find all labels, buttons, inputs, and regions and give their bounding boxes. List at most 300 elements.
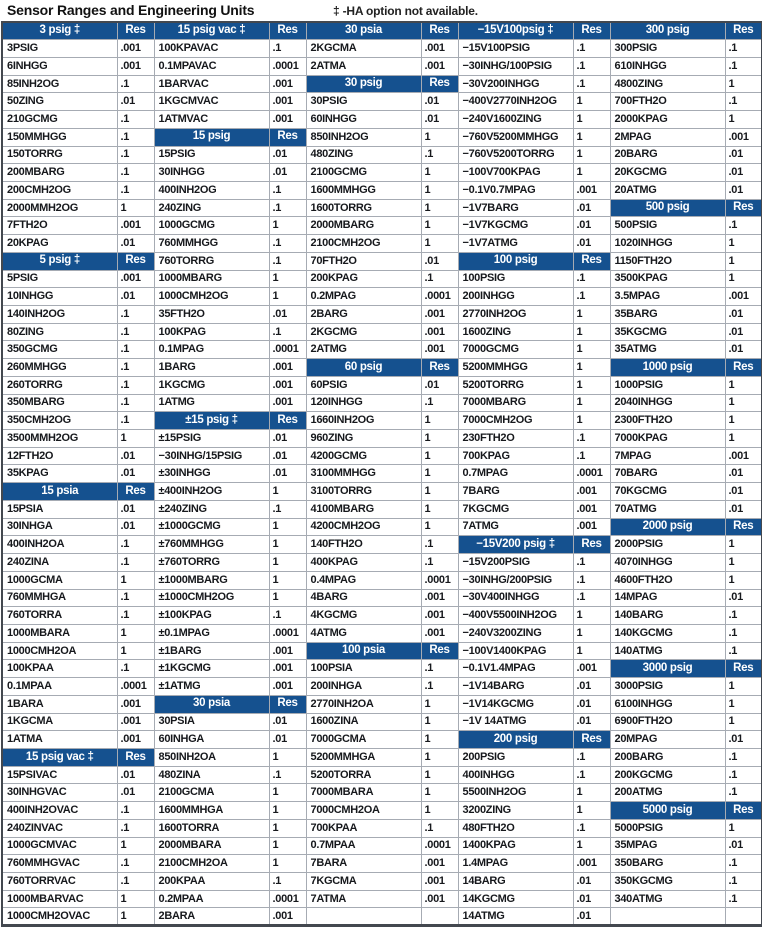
range-cell: 1400KPAG	[458, 837, 573, 855]
range-cell: 7000GCMG	[458, 341, 573, 359]
range-cell: 0.2MPAA	[154, 890, 269, 908]
range-cell: 200MBARG	[2, 164, 117, 182]
res-cell: .1	[117, 819, 154, 837]
range-cell: 5000PSIG	[610, 819, 725, 837]
res-cell: 1	[725, 695, 762, 713]
res-cell: .001	[421, 855, 458, 873]
res-cell: .01	[573, 695, 610, 713]
section-header-cell: 15 psig vac ‡	[2, 748, 117, 766]
range-cell: 1KGCMG	[154, 376, 269, 394]
section-header-cell: 3 psig ‡	[2, 22, 117, 40]
res-cell: .1	[117, 554, 154, 572]
res-cell: .1	[117, 306, 154, 324]
ha-option-note: ‡ -HA option not available.	[333, 4, 478, 18]
section-res-header-cell: Res	[421, 359, 458, 377]
range-cell: 1ATMG	[154, 394, 269, 412]
res-cell: 1	[573, 376, 610, 394]
range-cell: 30PSIA	[154, 713, 269, 731]
res-cell: 1	[725, 819, 762, 837]
res-cell: 1	[269, 855, 306, 873]
res-cell: .001	[269, 75, 306, 93]
res-cell: .0001	[421, 288, 458, 306]
res-cell: .1	[421, 146, 458, 164]
range-cell: 70KGCMG	[610, 483, 725, 501]
range-cell: 140BARG	[610, 607, 725, 625]
range-cell: 150TORRG	[2, 146, 117, 164]
range-cell: 6900FTH2O	[610, 713, 725, 731]
range-cell: ±100KPAG	[154, 607, 269, 625]
res-cell: 1	[421, 500, 458, 518]
res-cell: .1	[117, 376, 154, 394]
res-cell: .01	[269, 164, 306, 182]
table-row	[2, 731, 762, 749]
res-cell: .0001	[421, 571, 458, 589]
range-cell: −240V3200ZING	[458, 624, 573, 642]
range-cell: 760MMHGA	[2, 589, 117, 607]
res-cell: .001	[117, 270, 154, 288]
res-cell: 1	[725, 235, 762, 253]
range-cell: 30INHGA	[2, 518, 117, 536]
table-row	[2, 554, 762, 572]
section-res-header-cell: Res	[421, 75, 458, 93]
res-cell: .001	[421, 40, 458, 58]
res-cell: 1	[117, 624, 154, 642]
range-cell: 2BARG	[306, 306, 421, 324]
res-cell: .01	[269, 731, 306, 749]
res-cell: .0001	[573, 465, 610, 483]
res-cell: .01	[117, 766, 154, 784]
range-cell: −240V1600ZING	[458, 111, 573, 129]
range-cell: 1000CMH2OA	[2, 642, 117, 660]
table-row	[2, 270, 762, 288]
res-cell: .01	[117, 500, 154, 518]
res-cell: 1	[421, 217, 458, 235]
range-cell: 0.1MPAVAC	[154, 57, 269, 75]
range-cell: 20KGCMG	[610, 164, 725, 182]
range-cell: 610INHGG	[610, 57, 725, 75]
empty-cell	[421, 908, 458, 926]
range-cell: −1V14BARG	[458, 678, 573, 696]
res-cell: 1	[269, 819, 306, 837]
range-cell: 0.7MPAA	[306, 837, 421, 855]
res-cell: .1	[573, 270, 610, 288]
res-cell: .1	[573, 75, 610, 93]
range-cell: 0.7MPAG	[458, 465, 573, 483]
res-cell: 1	[573, 642, 610, 660]
table-row	[2, 341, 762, 359]
res-cell: .0001	[117, 678, 154, 696]
range-cell: 4070INHGG	[610, 554, 725, 572]
table-row	[2, 430, 762, 448]
range-cell: 2000KPAG	[610, 111, 725, 129]
range-cell: 350CMH2OG	[2, 412, 117, 430]
section-res-header-cell: Res	[421, 642, 458, 660]
range-cell: ±1BARG	[154, 642, 269, 660]
section-header-cell: 30 psia	[306, 22, 421, 40]
res-cell: .001	[421, 57, 458, 75]
range-cell: 14ATMG	[458, 908, 573, 926]
res-cell: .01	[573, 235, 610, 253]
range-cell: 1BARA	[2, 695, 117, 713]
res-cell: .1	[117, 536, 154, 554]
res-cell: 1	[573, 146, 610, 164]
range-cell: −1V7ATMG	[458, 235, 573, 253]
range-cell: 2000MBARG	[306, 217, 421, 235]
res-cell: 1	[573, 341, 610, 359]
res-cell: 1	[269, 802, 306, 820]
range-cell: 1600TORRG	[306, 199, 421, 217]
range-cell: 200CMH2OG	[2, 181, 117, 199]
res-cell: .001	[269, 642, 306, 660]
range-cell: −0.1V1.4MPAG	[458, 660, 573, 678]
res-cell: .001	[269, 111, 306, 129]
res-cell: 1	[725, 270, 762, 288]
res-cell: .1	[573, 766, 610, 784]
range-cell: 2000MMH2OG	[2, 199, 117, 217]
res-cell: .01	[269, 465, 306, 483]
res-cell: .1	[725, 784, 762, 802]
range-cell: 760TORRVAC	[2, 873, 117, 891]
table-row	[2, 802, 762, 820]
res-cell: .001	[269, 376, 306, 394]
res-cell: 1	[573, 306, 610, 324]
res-cell: 1	[269, 217, 306, 235]
table-row	[2, 873, 762, 891]
res-cell: 1	[269, 748, 306, 766]
range-cell: 15PSIVAC	[2, 766, 117, 784]
table-row	[2, 306, 762, 324]
range-cell: 2000MBARA	[154, 837, 269, 855]
section-res-header-cell: Res	[269, 412, 306, 430]
table-row	[2, 678, 762, 696]
table-row	[2, 93, 762, 111]
res-cell: 1	[573, 837, 610, 855]
res-cell: 1	[269, 288, 306, 306]
section-header-cell: 200 psig	[458, 731, 573, 749]
res-cell: 1	[117, 199, 154, 217]
range-cell: 60INHGG	[306, 111, 421, 129]
res-cell: .1	[117, 589, 154, 607]
range-cell: 6100INHGG	[610, 695, 725, 713]
table-row	[2, 536, 762, 554]
range-cell: 2300FTH2O	[610, 412, 725, 430]
section-header-cell: −15V100psig ‡	[458, 22, 573, 40]
res-cell: .1	[725, 40, 762, 58]
range-cell: 30PSIG	[306, 93, 421, 111]
range-cell: 350BARG	[610, 855, 725, 873]
res-cell: 1	[117, 890, 154, 908]
res-cell: .001	[421, 323, 458, 341]
range-cell: 2KGCMG	[306, 323, 421, 341]
res-cell: .001	[421, 890, 458, 908]
range-cell: 3500KPAG	[610, 270, 725, 288]
table-row	[2, 766, 762, 784]
res-cell: .001	[117, 40, 154, 58]
range-cell: 1.4MPAG	[458, 855, 573, 873]
table-row	[2, 199, 762, 217]
res-cell: .1	[725, 642, 762, 660]
section-header-cell: 30 psig	[306, 75, 421, 93]
res-cell: .1	[725, 607, 762, 625]
range-cell: 260TORRG	[2, 376, 117, 394]
res-cell: .01	[269, 447, 306, 465]
res-cell: 1	[117, 430, 154, 448]
range-cell: 1600TORRA	[154, 819, 269, 837]
range-cell: ±240ZING	[154, 500, 269, 518]
range-cell: 760TORRG	[154, 252, 269, 270]
res-cell: .1	[421, 394, 458, 412]
range-cell: 850INH2OA	[154, 748, 269, 766]
range-cell: 1000MBARG	[154, 270, 269, 288]
range-cell: 20BARG	[610, 146, 725, 164]
range-cell: 340ATMG	[610, 890, 725, 908]
range-cell: 5200TORRA	[306, 766, 421, 784]
res-cell: .01	[269, 430, 306, 448]
range-cell: 7BARA	[306, 855, 421, 873]
range-cell: 4200CMH2OG	[306, 518, 421, 536]
range-cell: 7000GCMA	[306, 731, 421, 749]
table-row	[2, 394, 762, 412]
range-cell: 4100MBARG	[306, 500, 421, 518]
table-row	[2, 819, 762, 837]
range-cell: 1020INHGG	[610, 235, 725, 253]
res-cell: 1	[269, 837, 306, 855]
range-cell: −30V400INHGG	[458, 589, 573, 607]
res-cell: .01	[725, 306, 762, 324]
section-res-header-cell: Res	[725, 802, 762, 820]
section-res-header-cell: Res	[725, 199, 762, 217]
res-cell: .1	[117, 128, 154, 146]
range-cell: 150MMHGG	[2, 128, 117, 146]
res-cell: .001	[421, 306, 458, 324]
table-row	[2, 75, 762, 93]
res-cell: .1	[573, 447, 610, 465]
res-cell: 1	[725, 252, 762, 270]
range-cell: 1000GCMG	[154, 217, 269, 235]
range-cell: 6INHGG	[2, 57, 117, 75]
section-res-header-cell: Res	[725, 518, 762, 536]
table-row	[2, 22, 762, 40]
range-cell: 35BARG	[610, 306, 725, 324]
res-cell: 1	[573, 93, 610, 111]
range-cell: 7000KPAG	[610, 430, 725, 448]
table-row	[2, 288, 762, 306]
res-cell: .001	[117, 695, 154, 713]
res-cell: .01	[117, 465, 154, 483]
range-cell: 0.1MPAA	[2, 678, 117, 696]
section-header-cell: 2000 psig	[610, 518, 725, 536]
res-cell: .001	[421, 624, 458, 642]
empty-cell	[306, 908, 421, 926]
res-cell: .01	[573, 890, 610, 908]
res-cell: .1	[421, 660, 458, 678]
res-cell: 1	[421, 235, 458, 253]
range-cell: −1V14KGCMG	[458, 695, 573, 713]
section-header-cell: 5 psig ‡	[2, 252, 117, 270]
res-cell: .1	[573, 57, 610, 75]
res-cell: .1	[573, 430, 610, 448]
res-cell: 1	[421, 412, 458, 430]
range-cell: 200KPAG	[306, 270, 421, 288]
range-cell: ±760TORRG	[154, 554, 269, 572]
range-cell: 3PSIG	[2, 40, 117, 58]
res-cell: 1	[421, 181, 458, 199]
range-cell: 2KGCMA	[306, 40, 421, 58]
res-cell: .1	[117, 181, 154, 199]
res-cell: .01	[573, 678, 610, 696]
res-cell: 1	[117, 908, 154, 926]
section-res-header-cell: Res	[725, 359, 762, 377]
res-cell: .001	[269, 678, 306, 696]
res-cell: 1	[421, 518, 458, 536]
res-cell: .001	[269, 93, 306, 111]
res-cell: .1	[117, 323, 154, 341]
range-cell: −30V200INHGG	[458, 75, 573, 93]
table-row	[2, 128, 762, 146]
range-cell: 200INHGA	[306, 678, 421, 696]
range-cell: 7KGCMG	[458, 500, 573, 518]
table-row	[2, 748, 762, 766]
table-row	[2, 146, 762, 164]
res-cell: 1	[421, 128, 458, 146]
res-cell: .1	[725, 873, 762, 891]
table-row	[2, 642, 762, 660]
table-row	[2, 784, 762, 802]
range-cell: 1150FTH2O	[610, 252, 725, 270]
res-cell: 1	[573, 624, 610, 642]
res-cell: 1	[573, 607, 610, 625]
res-cell: .01	[573, 199, 610, 217]
range-cell: 760TORRA	[2, 607, 117, 625]
range-cell: 2040INHGG	[610, 394, 725, 412]
res-cell: .01	[725, 500, 762, 518]
res-cell: .1	[117, 855, 154, 873]
section-header-cell: 300 psig	[610, 22, 725, 40]
range-cell: ±1KGCMG	[154, 660, 269, 678]
res-cell: .001	[117, 217, 154, 235]
range-cell: 7ATMG	[458, 518, 573, 536]
res-cell: 1	[269, 518, 306, 536]
range-cell: 200KPAA	[154, 873, 269, 891]
range-cell: ±1000MBARG	[154, 571, 269, 589]
range-cell: −1V7BARG	[458, 199, 573, 217]
range-cell: 2100CMH2OA	[154, 855, 269, 873]
res-cell: .1	[269, 873, 306, 891]
res-cell: .0001	[269, 57, 306, 75]
res-cell: 1	[269, 784, 306, 802]
res-cell: .01	[117, 93, 154, 111]
section-header-cell: 15 psia	[2, 483, 117, 501]
res-cell: .001	[117, 713, 154, 731]
res-cell: 1	[269, 270, 306, 288]
res-cell: .01	[725, 146, 762, 164]
range-cell: ±15PSIG	[154, 430, 269, 448]
res-cell: .1	[725, 624, 762, 642]
res-cell: 1	[421, 483, 458, 501]
res-cell: 1	[573, 323, 610, 341]
table-row	[2, 890, 762, 908]
range-cell: ±1ATMG	[154, 678, 269, 696]
range-cell: 1BARG	[154, 359, 269, 377]
res-cell: 1	[117, 571, 154, 589]
range-cell: 5200MMHGG	[458, 359, 573, 377]
res-cell: 1	[725, 571, 762, 589]
res-cell: .001	[573, 660, 610, 678]
res-cell: .1	[421, 678, 458, 696]
res-cell: .01	[421, 111, 458, 129]
range-cell: 230FTH2O	[458, 430, 573, 448]
section-res-header-cell: Res	[573, 22, 610, 40]
table-row	[2, 908, 762, 926]
res-cell: .001	[421, 873, 458, 891]
range-cell: 1ATMA	[2, 731, 117, 749]
range-cell: 1000GCMVAC	[2, 837, 117, 855]
range-cell: 100PSIG	[458, 270, 573, 288]
res-cell: .01	[573, 713, 610, 731]
res-cell: .1	[269, 252, 306, 270]
range-cell: −400V2770INH2OG	[458, 93, 573, 111]
range-cell: 2770INH2OA	[306, 695, 421, 713]
res-cell: .01	[573, 217, 610, 235]
range-cell: 1600MMHGG	[306, 181, 421, 199]
range-cell: 200ATMG	[610, 784, 725, 802]
range-cell: 20KPAG	[2, 235, 117, 253]
empty-cell	[610, 908, 725, 926]
table-row	[2, 855, 762, 873]
res-cell: .01	[725, 731, 762, 749]
range-cell: 7BARG	[458, 483, 573, 501]
res-cell: .1	[269, 323, 306, 341]
range-cell: 2100GCMG	[306, 164, 421, 182]
res-cell: .1	[573, 571, 610, 589]
res-cell: .001	[269, 394, 306, 412]
res-cell: .001	[573, 181, 610, 199]
range-cell: 20MPAG	[610, 731, 725, 749]
range-cell: 2ATMG	[306, 341, 421, 359]
res-cell: .1	[117, 341, 154, 359]
range-cell: 85INH2OG	[2, 75, 117, 93]
range-cell: 30INHGVAC	[2, 784, 117, 802]
res-cell: .01	[573, 873, 610, 891]
res-cell: .001	[725, 447, 762, 465]
range-cell: 3.5MPAG	[610, 288, 725, 306]
res-cell: .001	[421, 341, 458, 359]
res-cell: 1	[573, 111, 610, 129]
res-cell: .0001	[421, 837, 458, 855]
range-cell: 1600ZING	[458, 323, 573, 341]
range-cell: 0.1MPAG	[154, 341, 269, 359]
res-cell: .01	[421, 252, 458, 270]
range-cell: −760V5200TORRG	[458, 146, 573, 164]
res-cell: 1	[421, 164, 458, 182]
res-cell: .1	[117, 802, 154, 820]
res-cell: 1	[725, 412, 762, 430]
range-cell: 400INH2OA	[2, 536, 117, 554]
sensor-table-body	[2, 22, 762, 926]
range-cell: 480ZINA	[154, 766, 269, 784]
range-cell: 960ZING	[306, 430, 421, 448]
section-header-cell: 15 psig	[154, 128, 269, 146]
range-cell: 35ATMG	[610, 341, 725, 359]
section-header-cell: 60 psig	[306, 359, 421, 377]
res-cell: .1	[573, 819, 610, 837]
res-cell: .001	[421, 607, 458, 625]
table-row	[2, 111, 762, 129]
range-cell: 200BARG	[610, 748, 725, 766]
res-cell: .01	[269, 306, 306, 324]
range-cell: 30INHGG	[154, 164, 269, 182]
range-cell: −400V5500INH2OG	[458, 607, 573, 625]
